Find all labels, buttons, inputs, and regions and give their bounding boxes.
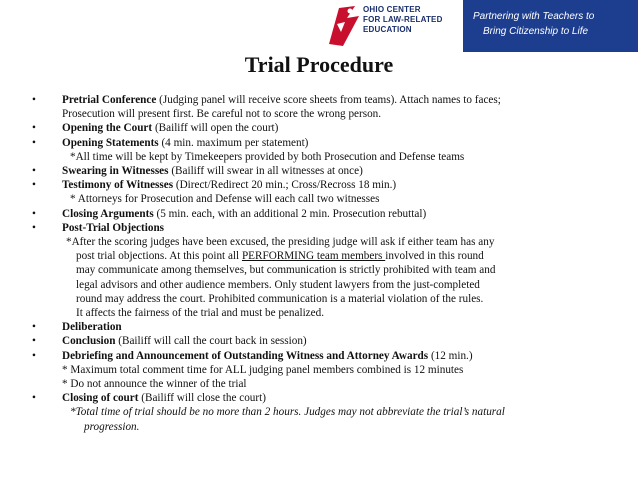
logo (323, 0, 463, 52)
list-item-deliberation: • Deliberation (32, 321, 122, 334)
tagline: Partnering with Teachers to Bring Citizenship to Life (473, 11, 595, 37)
list-item-closing-arguments: • Closing Arguments (5 min. each, with an additional 2 min. Prosecution rebuttal) (32, 207, 427, 220)
list-item-pretrial-conference: • Pretrial Conference (Judging panel will receive score sheets from teams). Attach names to faces; Prosecution will present first. Be careful not to score the wrong person. (32, 94, 501, 121)
ohio-star-logo-icon (325, 4, 361, 48)
list-item-closing-court: • Closing of court (Bailiff will close the court) (32, 392, 266, 405)
procedure-list (28, 93, 624, 434)
witnesses-note: * Attorneys for Prosecution and Defense will each call two witnesses (70, 193, 380, 206)
page-title: Trial Procedure (244, 52, 394, 77)
header-banner (323, 0, 638, 52)
list-item-post-trial-objections: • Post-Trial Objections (32, 221, 165, 234)
list-item-opening-court: • Opening the Court (Bailiff will open the court) (32, 122, 279, 135)
tagline-block (463, 0, 638, 52)
objections-paragraph: *After the scoring judges have been excused, the presiding judge will ask if either team has any post trial objections. At this point all PERFORMING team members involved in this round may communicate among themselves, but communication is strictly prohibited with team and legal advisors and other audience members. Only student lawyers from the just-completed round may address the court. Prohibited communication is a material violation of the rules. It affects the fairness of the trial and must be penalized. (66, 236, 496, 320)
total-time-note: *Total time of trial should be no more than 2 hours. Judges may not abbreviate the trial’s natural progression. (70, 406, 505, 433)
list-item-debriefing: • Debriefing and Announcement of Outstanding Witness and Attorney Awards (12 min.) (32, 349, 473, 362)
comment-time-note: * Maximum total comment time for ALL judging panel members combined is 12 minutes (62, 363, 464, 376)
performing-members-underline: PERFORMING team members (241, 250, 386, 263)
bullet: • (32, 94, 36, 106)
list-item-testimony: • Testimony of Witnesses (Direct/Redirect 20 min.; Cross/Recross 18 min.) (32, 179, 397, 192)
org-name: OHIO CENTER FOR LAW-RELATED EDUCATION (363, 5, 443, 34)
list-item-swearing-witnesses: • Swearing in Witnesses (Bailiff will swear in all witnesses at once) (32, 165, 363, 178)
timekeepers-note: *All time will be kept by Timekeepers provided by both Prosecution and Defense teams (70, 150, 465, 163)
list-item-conclusion: • Conclusion (Bailiff will call the court back in session) (32, 335, 307, 348)
winner-note: * Do not announce the winner of the trial (62, 378, 247, 391)
list-item-opening-statements: • Opening Statements (4 min. maximum per statement) (32, 136, 309, 149)
